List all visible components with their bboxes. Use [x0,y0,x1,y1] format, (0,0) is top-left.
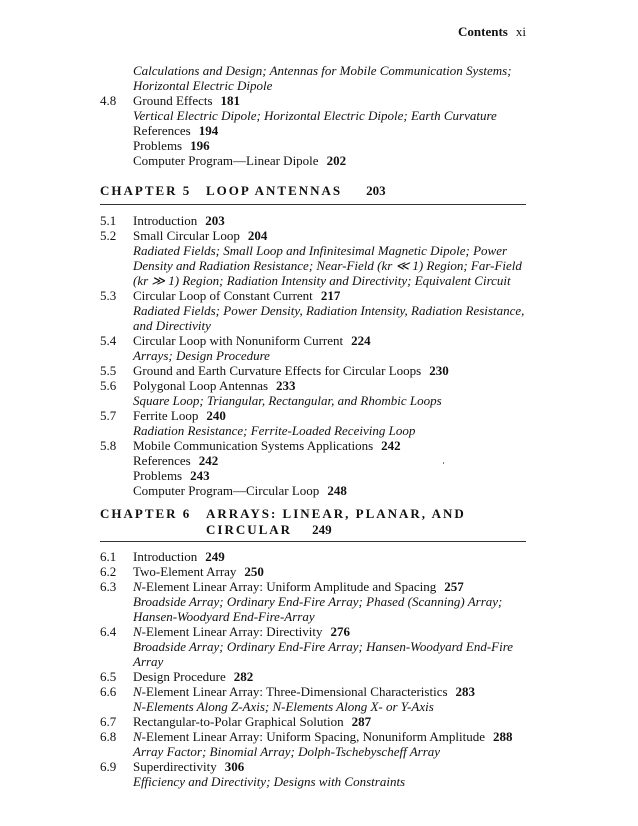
toc-page-number: 240 [206,408,226,423]
toc-title-text: Small Circular Loop [133,228,240,243]
toc-page-number: 250 [244,564,264,579]
toc-title-text: Computer Program—Linear Dipole [133,153,319,168]
chapter-page-number: 249 [312,522,332,537]
toc-page-number: 306 [224,759,245,774]
toc-title-text: Superdirectivity [133,759,217,774]
toc-title-text: Mobile Communication Systems Applications [133,438,374,453]
toc-entry-references [133,123,218,138]
chapter-heading [100,506,466,522]
toc-title-text: Ferrite Loop [133,408,199,423]
toc-section-number: 6.9 [100,759,117,774]
toc-title-text: Problems [133,138,183,153]
toc-title-n: N [133,729,142,744]
toc-title-text: Rectangular-to-Polar Graphical Solution [133,714,344,729]
toc-entry-computer-program [133,483,347,498]
toc-page-number: 203 [205,213,225,228]
toc-page-number: 224 [351,333,371,348]
toc-page-number: 282 [233,669,254,684]
toc-page-number: 276 [330,624,351,639]
toc-topics-line: and Directivity [133,318,211,333]
running-head-page-number: xi [515,24,526,39]
toc-title-text: -Element Linear Array: Three-Dimensional Characteristics [141,684,448,699]
toc-section-number: 6.6 [100,684,117,699]
toc-title-text: Ground and Earth Curvature Effects for Circular Loops [133,363,422,378]
toc-section-number: 5.6 [100,378,117,393]
toc-title-text: -Element Linear Array: Uniform Amplitude and Spacing [141,579,437,594]
chapter-rule [100,204,526,205]
toc-entry-computer-program [133,153,346,168]
toc-topics-line: Array [133,654,164,669]
toc-topics-line: Efficiency and Directivity; Designs with Constraints [133,774,406,789]
toc-section-number: 6.4 [100,624,117,639]
toc-section-title [133,438,401,453]
toc-title-n: N [133,684,142,699]
toc-topics-line: Arrays; Design Procedure [133,348,270,363]
toc-section-number: 5.2 [100,228,117,243]
toc-section-title [133,228,267,243]
toc-title-text: -Element Linear Array: Directivity [141,624,323,639]
toc-title-text: Problems [133,468,183,483]
toc-section-number: 6.7 [100,714,117,729]
toc-topics-line: Broadside Array; Ordinary End-Fire Array; Phased (Scanning) Array; [133,594,503,609]
toc-title-text: Computer Program—Circular Loop [133,483,320,498]
chapter-label: CHAPTER 6 [100,506,192,521]
toc-title-text: Introduction [133,213,198,228]
toc-title-text: Circular Loop with Nonuniform Current [133,333,344,348]
toc-section-title [133,549,225,564]
toc-page-number: 243 [190,468,210,483]
toc-section-number: 5.5 [100,363,117,378]
chapter-name-text: LOOP ANTENNAS [206,183,343,198]
toc-entry-references [133,453,218,468]
chapter-name-text: CIRCULAR [206,522,293,537]
toc-section-title [133,408,226,423]
toc-topics-line: Array Factor; Binomial Array; Dolph-Tschebyscheff Array [133,744,441,759]
toc-page-number: 242 [198,453,219,468]
toc-topics-line: Broadside Array; Ordinary End-Fire Array; Hansen-Woodyard End-Fire [133,639,514,654]
toc-page-number: 283 [455,684,476,699]
chapter-name [206,183,386,199]
toc-section-title [133,684,475,699]
toc-topics-line: Radiated Fields; Small Loop and Infinitesimal Magnetic Dipole; Power [133,243,508,258]
toc-topics-line: Square Loop; Triangular, Rectangular, and Rhombic Loops [133,393,442,408]
toc-title-n: N [133,624,142,639]
toc-section-number: 6.5 [100,669,117,684]
scan-speck [443,462,444,464]
toc-section-number: 6.1 [100,549,117,564]
toc-section-number: 4.8 [100,93,117,108]
toc-entry-problems [133,468,210,483]
toc-section-title [133,288,340,303]
toc-section-number: 6.8 [100,729,117,744]
toc-section-number: 6.2 [100,564,117,579]
toc-topics-line: Calculations and Design; Antennas for Mobile Communication Systems; [133,63,512,78]
toc-topics-line: Density and Radiation Resistance; Near-Field (kr ≪ 1) Region; Far-Field [133,258,522,273]
toc-title-text: Design Procedure [133,669,226,684]
chapter-page-number: 203 [366,183,386,198]
toc-page-number: 204 [247,228,268,243]
toc-title-text: Polygonal Loop Antennas [133,378,269,393]
toc-section-title [133,714,371,729]
toc-section-title [133,564,264,579]
toc-title-text: Two-Element Array [133,564,237,579]
toc-page-number: 233 [276,378,296,393]
toc-page-number: 287 [351,714,372,729]
toc-topics-line: Hansen-Woodyard End-Fire-Array [133,609,315,624]
toc-topics-line: Vertical Electric Dipole; Horizontal Electric Dipole; Earth Curvature [133,108,497,123]
toc-section-number: 5.7 [100,408,117,423]
toc-page-number: 217 [320,288,341,303]
toc-title-text: Introduction [133,549,198,564]
toc-topics-line: Radiation Resistance; Ferrite-Loaded Receiving Loop [133,423,416,438]
toc-page-number: 242 [381,438,401,453]
toc-page-number: 181 [220,93,241,108]
toc-section-title [133,669,253,684]
toc-section-title [133,759,244,774]
toc-title-text: References [133,453,191,468]
toc-section-title [133,729,513,744]
toc-title-text: Ground Effects [133,93,213,108]
toc-page-number: 194 [198,123,219,138]
toc-page-number: 230 [429,363,449,378]
chapter-name: ARRAYS: LINEAR, PLANAR, AND [206,506,466,521]
toc-page-number: 288 [493,729,513,744]
toc-section-title [133,333,371,348]
chapter-heading [100,183,386,199]
toc-topics-line: Radiated Fields; Power Density, Radiation Intensity, Radiation Resistance, [133,303,525,318]
running-head-title: Contents [458,24,508,39]
running-head [458,24,526,40]
toc-topics-line: N-Elements Along Z-Axis; N-Elements Along X- or Y-Axis [133,699,434,714]
toc-section-title [133,579,464,594]
chapter-label: CHAPTER 5 [100,183,192,198]
toc-topics-line: Horizontal Electric Dipole [133,78,273,93]
toc-title-text: References [133,123,191,138]
toc-page-number: 196 [190,138,210,153]
toc-section-title [133,213,225,228]
toc-entry-problems [133,138,210,153]
chapter-name-line2 [206,522,332,538]
toc-section-title [133,363,449,378]
toc-page-number: 249 [205,549,225,564]
toc-section-title [133,378,296,393]
toc-page-number: 202 [326,153,347,168]
toc-section-number: 6.3 [100,579,117,594]
chapter-rule [100,541,526,542]
toc-section-number: 5.4 [100,333,117,348]
toc-title-n: N [133,579,142,594]
toc-topics-line: (kr ≫ 1) Region; Radiation Intensity and Directivity; Equivalent Circuit [133,273,511,288]
toc-section-title [133,93,240,108]
toc-section-title [133,624,350,639]
toc-section-number: 5.1 [100,213,117,228]
toc-section-number: 5.8 [100,438,117,453]
toc-page-number: 257 [444,579,464,594]
toc-page-number: 248 [327,483,347,498]
toc-section-number: 5.3 [100,288,117,303]
toc-title-text: -Element Linear Array: Uniform Spacing, Nonuniform Amplitude [141,729,486,744]
toc-title-text: Circular Loop of Constant Current [133,288,313,303]
